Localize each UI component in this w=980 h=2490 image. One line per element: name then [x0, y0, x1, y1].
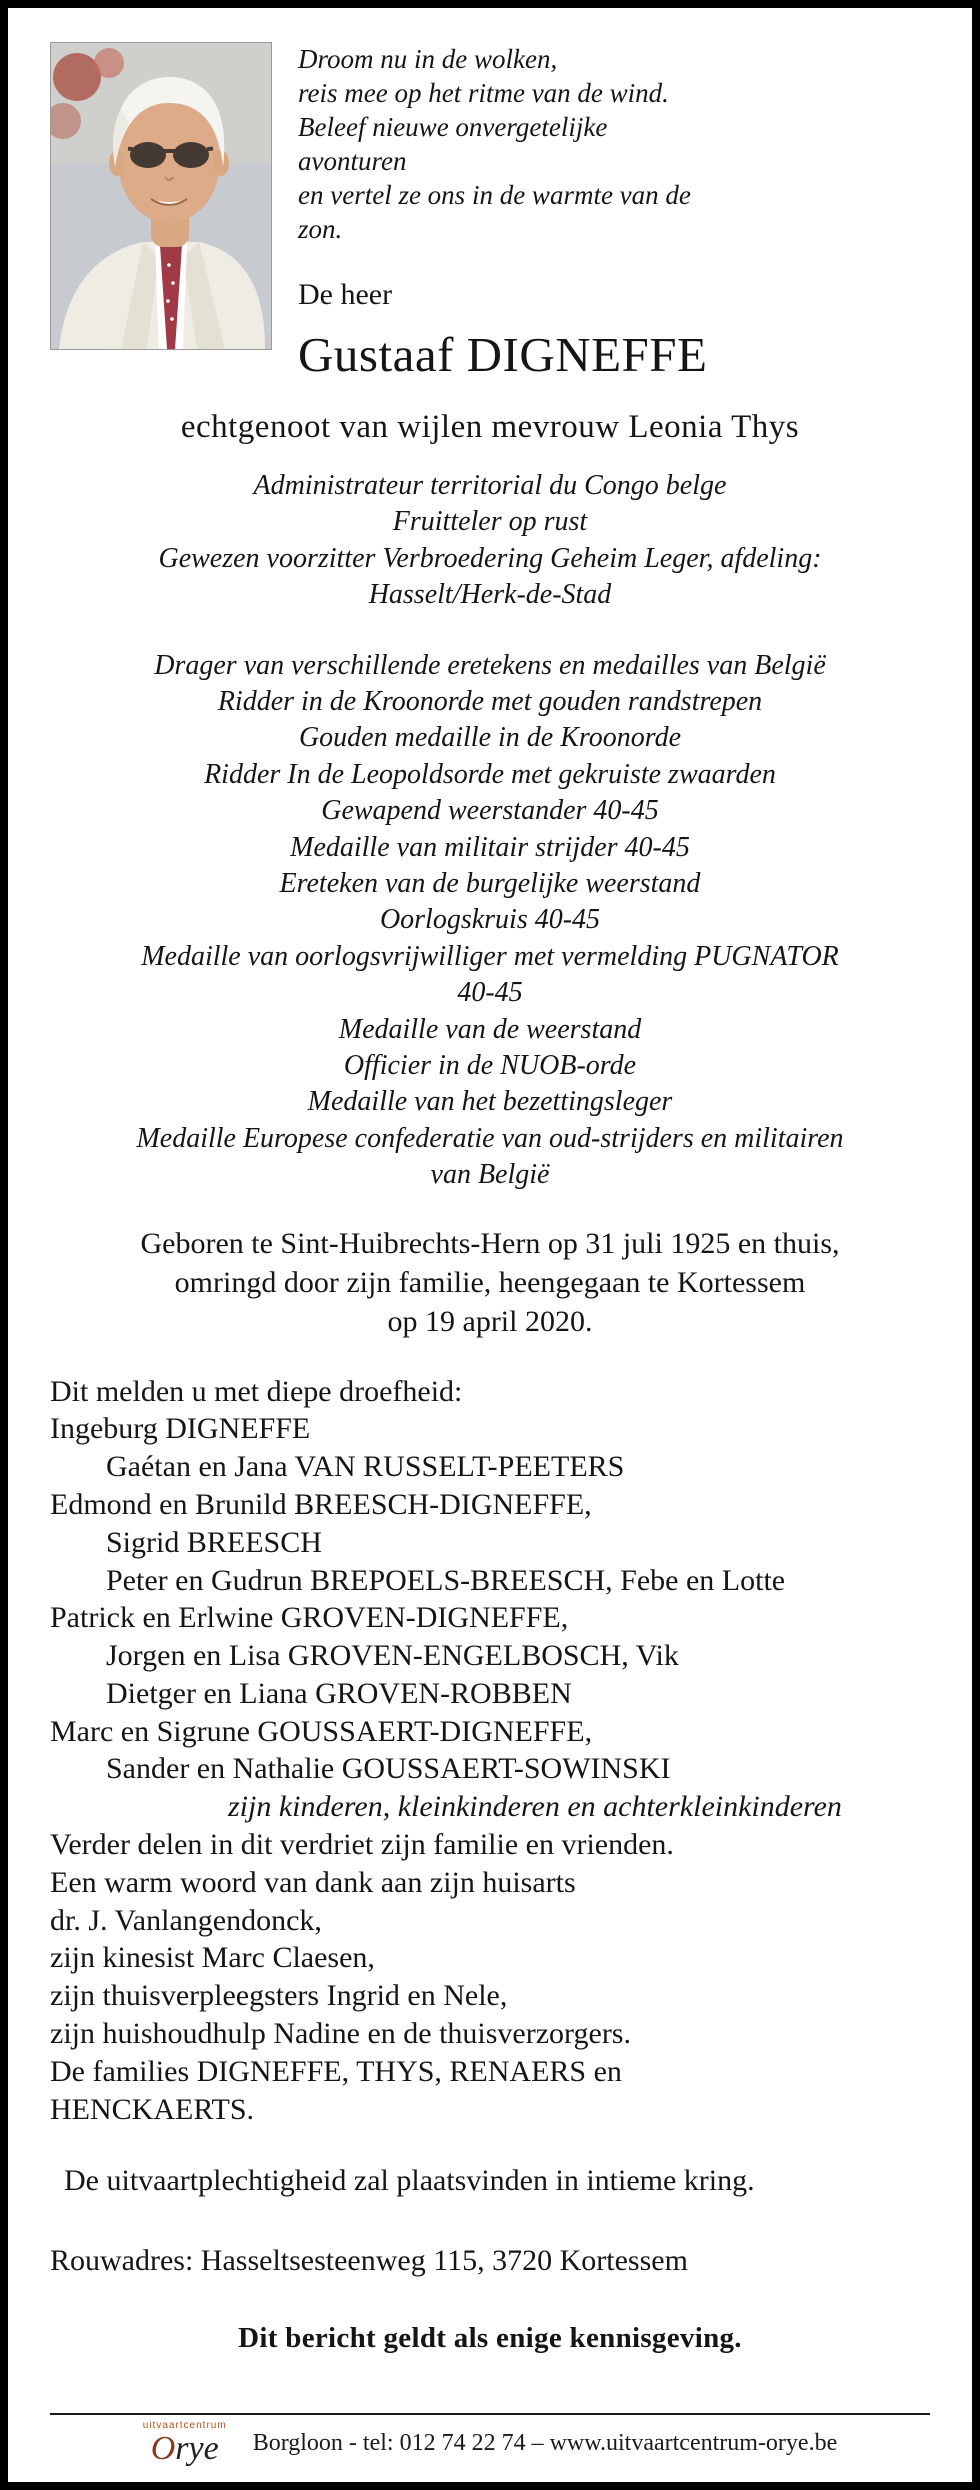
family-line: Edmond en Brunild BREESCH-DIGNEFFE, [50, 1487, 592, 1521]
family-line: Peter en Gudrun BREPOELS-BREESCH, Febe en Lotte [106, 1563, 786, 1597]
family-line: Ingeburg DIGNEFFE [50, 1412, 311, 1446]
title-line: Hasselt/Herk-de-Stad [368, 579, 612, 611]
salutation: De heer [298, 278, 393, 312]
title-line: Fruitteler op rust [392, 506, 588, 538]
logo-supertext: uitvaartcentrum [142, 2420, 227, 2431]
life-dates-line: op 19 april 2020. [387, 1304, 593, 1338]
family-line: Patrick en Erlwine GROVEN-DIGNEFFE, [50, 1601, 569, 1635]
closing-line: zijn huishoudhulp Nadine en de thuisverzorgers. [50, 2017, 631, 2051]
honor-line: Gouden medaille in de Kroonorde [298, 722, 682, 754]
family-list [50, 1410, 930, 1826]
family-line: Marc en Sigrune GOUSSAERT-DIGNEFFE, [50, 1714, 593, 1748]
poem-line: zon. [298, 214, 343, 245]
closing-line: zijn thuisverpleegsters Ingrid en Nele, [50, 1979, 508, 2013]
family-line: Gaétan en Jana VAN RUSSELT-PEETERS [106, 1450, 625, 1484]
honor-line: Medaille van de weerstand [338, 1013, 642, 1045]
honor-line: Medaille van oorlogsvrijwilliger met vermelding PUGNATOR [141, 940, 839, 972]
honor-line: Drager van verschillende eretekens en medailles van België [154, 649, 826, 681]
funeral-home-logo [143, 2421, 227, 2466]
honor-line: Medaille Europese confederatie van oud-strijders en militairen [136, 1122, 844, 1154]
logo-wordmark: Orye [150, 2430, 219, 2467]
honor-line: van België [430, 1159, 550, 1191]
poem-line: reis mee op het ritme van de wind. [298, 78, 669, 109]
titles-list [50, 468, 930, 614]
honor-line: Medaille van het bezettingsleger [307, 1086, 673, 1118]
family-line: Jorgen en Lisa GROVEN-ENGELBOSCH, Vik [106, 1639, 679, 1673]
header-text [272, 42, 707, 383]
header [50, 42, 930, 383]
family-line: Dietger en Liana GROVEN-ROBBEN [106, 1676, 572, 1710]
footer-contact: Borgloon - tel: 012 74 22 74 – www.uitvaartcentrum-orye.be [252, 2430, 838, 2456]
closing-line: dr. J. Vanlangendonck, [50, 1903, 322, 1937]
announcement-intro: Dit melden u met diepe droefheid: [50, 1374, 463, 1408]
footer [50, 2413, 930, 2466]
life-dates-line: omringd door zijn familie, heengegaan te Kortessem [174, 1265, 806, 1299]
honor-line: Gewapend weerstander 40-45 [321, 795, 659, 827]
family-line: zijn kinderen, kleinkinderen en achterkleinkinderen [228, 1790, 842, 1824]
honor-line: Medaille van militair strijder 40-45 [290, 831, 690, 863]
closing-line: Verder delen in dit verdriet zijn familie en vrienden. [50, 1828, 674, 1862]
honor-line: Oorlogskruis 40-45 [379, 904, 601, 936]
poem-line: Beleef nieuwe onvergetelijke [298, 112, 608, 143]
closing-line: De families DIGNEFFE, THYS, RENAERS en [50, 2054, 622, 2088]
portrait-illustration [51, 43, 271, 349]
honor-line: Ridder in de Kroonorde met gouden randstrepen [217, 686, 763, 718]
honor-line: 40-45 [457, 977, 523, 1009]
life-dates-line: Geboren te Sint-Huibrechts-Hern op 31 juli 1925 en thuis, [140, 1226, 840, 1260]
title-line: Administrateur territorial du Congo belge [253, 470, 727, 502]
mourning-address: Rouwadres: Hasseltsesteenweg 115, 3720 Kortessem [50, 2244, 688, 2278]
title-line: Gewezen voorzitter Verbroedering Geheim Leger, afdeling: [158, 542, 822, 574]
poem-line: en vertel ze ons in de warmte van de [298, 180, 691, 211]
closing-line: Een warm woord van dank aan zijn huisarts [50, 1865, 576, 1899]
honor-line: Officier in de NUOB-orde [343, 1049, 637, 1081]
honors-list [50, 648, 930, 1194]
family-line: Sigrid BREESCH [106, 1525, 322, 1559]
honor-line: Ridder In de Leopoldsorde met gekruiste zwaarden [204, 758, 776, 790]
notice-line: Dit bericht geldt als enige kennisgeving. [238, 2322, 742, 2355]
poem-line: Droom nu in de wolken, [298, 44, 558, 74]
honor-line: Ereteken van de burgelijke weerstand [279, 868, 701, 899]
family-section [50, 1373, 930, 2129]
closing-line: HENCKAERTS. [50, 2092, 255, 2126]
life-dates [50, 1224, 930, 1341]
deceased-name: Gustaaf DIGNEFFE [298, 327, 708, 383]
poem [298, 42, 707, 246]
portrait-photo [50, 42, 272, 350]
closing-list [50, 1826, 930, 2128]
spouse-line: echtgenoot van wijlen mevrouw Leonia Thys [180, 409, 800, 446]
family-line: Sander en Nathalie GOUSSAERT-SOWINSKI [106, 1752, 671, 1786]
poem-line: avonturen [298, 146, 407, 177]
ceremony-line: De uitvaartplechtigheid zal plaatsvinden in intieme kring. [64, 2164, 755, 2198]
closing-line: zijn kinesist Marc Claesen, [50, 1941, 375, 1975]
